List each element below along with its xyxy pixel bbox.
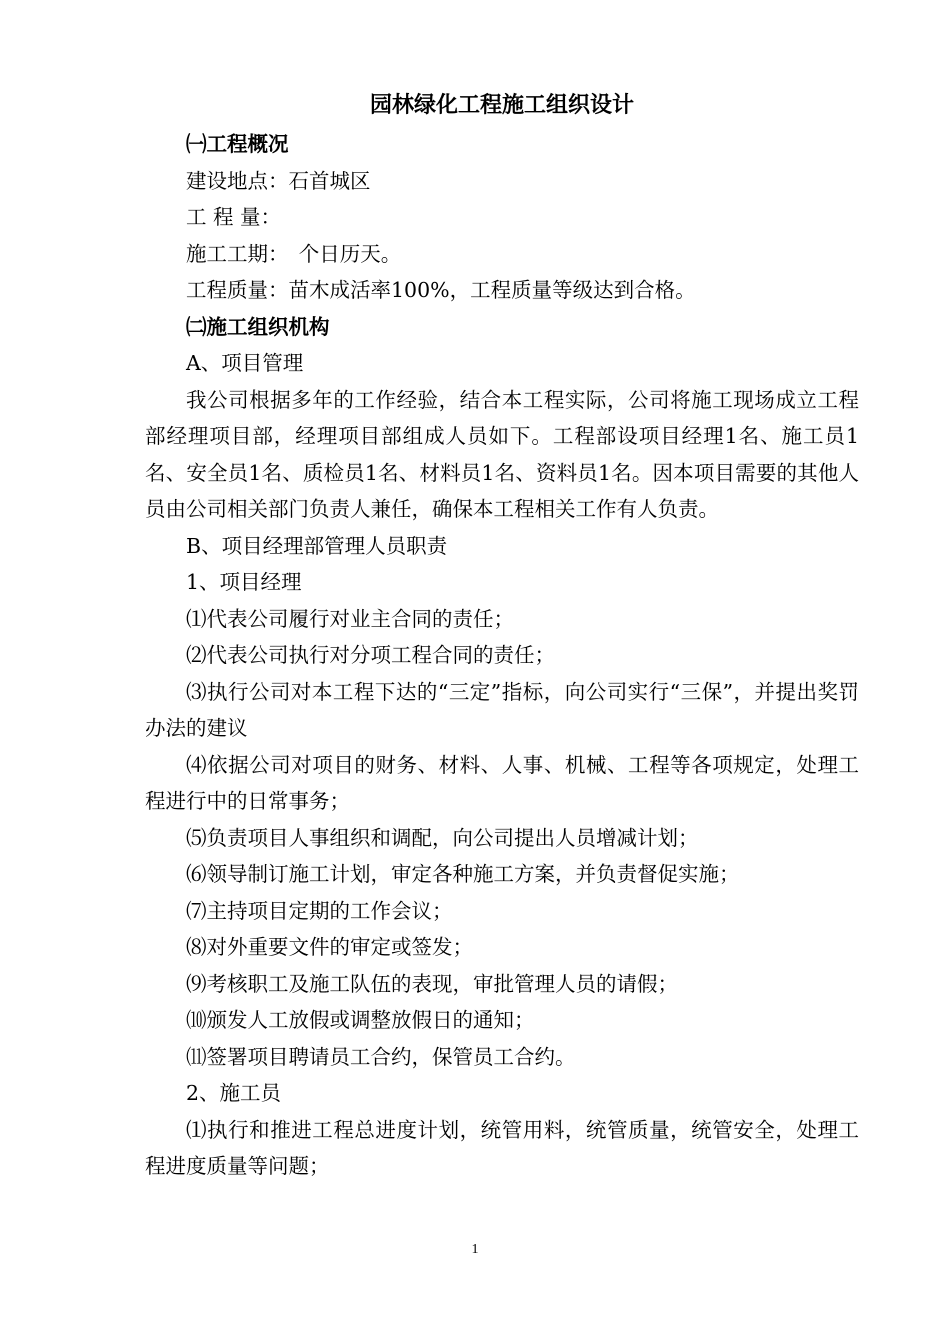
section-heading-organization: ㈡施工组织机构 — [186, 314, 330, 339]
list-item: ⑼考核职工及施工队伍的表现，审批管理人员的请假； — [186, 971, 678, 996]
paragraph-location: 建设地点：石首城区 — [186, 168, 371, 193]
subheading-project-management: A、项目管理 — [186, 351, 304, 375]
section-heading-overview: ㈠工程概况 — [186, 132, 289, 156]
document-body — [145, 126, 859, 1185]
list-item: ⑶执行公司对本工程下达的“三定”指标，向公司实行“三保”，并提出奖罚办法的建议 — [145, 679, 859, 740]
list-item: ⑺主持项目定期的工作会议； — [186, 898, 453, 923]
paragraph-quality: 工程质量：苗木成活率100%，工程质量等级达到合格。 — [186, 278, 696, 302]
paragraph-project-team: 我公司根据多年的工作经验，结合本工程实际，公司将施工现场成立工程部经理项目部，经理项目部组成人员如下。工程部设项目经理1名、施工员1名、安全员1名、质检员1名、材料员1名、资料员1名。因本项目需要的其他人员由公司相关部门负责人兼任，确保本工程相关工作有人负责。 — [145, 387, 859, 521]
subheading-responsibilities: B、项目经理部管理人员职责 — [186, 533, 448, 558]
list-item: ⑴执行和推进工程总进度计划，统管用料，统管质量，统管安全，处理工程进度质量等问题； — [145, 1117, 859, 1178]
list-item: ⑸负责项目人事组织和调配，向公司提出人员增减计划； — [186, 825, 699, 850]
page-number: 1 — [471, 1242, 479, 1257]
list-item: ⑾签署项目聘请员工合约，保管员工合约。 — [186, 1044, 576, 1069]
list-item: ⑻对外重要文件的审定或签发； — [186, 935, 473, 959]
paragraph-duration: 施工工期： 个日历天。 — [186, 241, 402, 266]
subheading-project-manager: 1、项目经理 — [186, 570, 302, 594]
list-item: ⑹领导制订施工计划，审定各种施工方案，并负责督促实施； — [186, 862, 740, 886]
document-title: 园林绿化工程施工组织设计 — [369, 93, 634, 118]
list-item: ⑵代表公司执行对分项工程合同的责任； — [186, 643, 555, 667]
paragraph-quantity: 工 程 量： — [186, 205, 282, 229]
subheading-construction-staff: 2、施工员 — [186, 1081, 282, 1105]
list-item: ⑽颁发人工放假或调整放假日的通知； — [186, 1008, 535, 1032]
list-item: ⑴代表公司履行对业主合同的责任； — [186, 606, 514, 631]
list-item: ⑷依据公司对项目的财务、材料、人事、机械、工程等各项规定，处理工程进行中的日常事务； — [145, 752, 859, 813]
